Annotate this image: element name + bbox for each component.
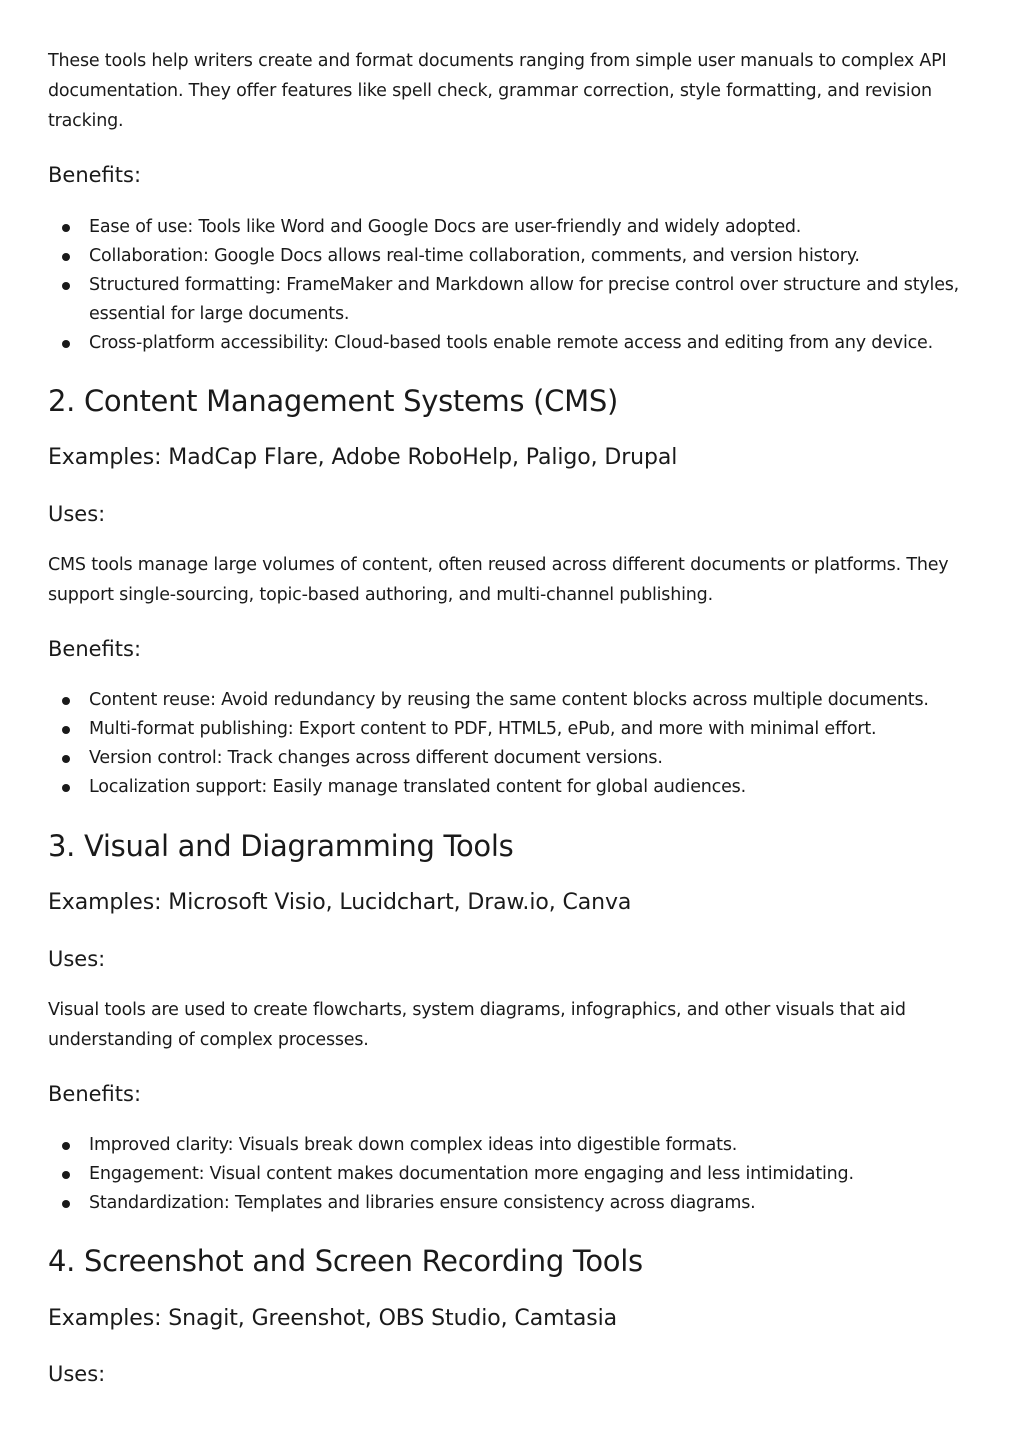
list-item: Ease of use: Tools like Word and Google Docs are user-friendly and widely adopted. — [48, 213, 983, 242]
section4-heading: 4. Screenshot and Screen Recording Tools — [48, 1244, 643, 1278]
section3-uses-paragraph: Visual tools are used to create flowcharts, system diagrams, infographics, and other visuals that aid understanding of complex processes. — [48, 1000, 906, 1050]
list-item: Structured formatting: FrameMaker and Markdown allow for precise control over structure and styles, essential for large documents. — [48, 271, 983, 329]
section1-benefits-list — [48, 213, 983, 358]
section2-uses-paragraph: CMS tools manage large volumes of content, often reused across different documents or platforms. They support single-sourcing, topic-based authoring, and multi-channel publishing. — [48, 555, 949, 605]
section3-benefits-list — [48, 1131, 983, 1218]
list-item: Content reuse: Avoid redundancy by reusing the same content blocks across multiple documents. — [48, 686, 983, 715]
section1-benefits-label: Benefits: — [48, 163, 142, 187]
intro-paragraph: These tools help writers create and format documents ranging from simple user manuals to complex API documentation. They offer features like spell check, grammar correction, style formatting, and revision tracking. — [48, 51, 947, 131]
section2-benefits-label: Benefits: — [48, 637, 142, 661]
section2-benefits-list — [48, 686, 983, 802]
section4-uses-label: Uses: — [48, 1362, 106, 1386]
section2-uses-label: Uses: — [48, 502, 106, 526]
section3-benefits-label: Benefits: — [48, 1082, 142, 1106]
list-item: Engagement: Visual content makes documentation more engaging and less intimidating. — [48, 1160, 983, 1189]
list-item: Localization support: Easily manage translated content for global audiences. — [48, 773, 983, 802]
section3-examples: Examples: Microsoft Visio, Lucidchart, Draw.io, Canva — [48, 890, 632, 915]
list-item: Standardization: Templates and libraries ensure consistency across diagrams. — [48, 1189, 983, 1218]
section2-heading: 2. Content Management Systems (CMS) — [48, 384, 618, 418]
section4-examples: Examples: Snagit, Greenshot, OBS Studio, Camtasia — [48, 1306, 618, 1331]
list-item: Cross-platform accessibility: Cloud-based tools enable remote access and editing from any device. — [48, 329, 983, 358]
list-item: Improved clarity: Visuals break down complex ideas into digestible formats. — [48, 1131, 983, 1160]
section2-examples: Examples: MadCap Flare, Adobe RoboHelp, Paligo, Drupal — [48, 445, 678, 470]
list-item: Multi-format publishing: Export content to PDF, HTML5, ePub, and more with minimal effort. — [48, 715, 983, 744]
section3-uses-label: Uses: — [48, 947, 106, 971]
list-item: Version control: Track changes across different document versions. — [48, 744, 983, 773]
section3-heading: 3. Visual and Diagramming Tools — [48, 829, 514, 863]
list-item: Collaboration: Google Docs allows real-time collaboration, comments, and version history. — [48, 242, 983, 271]
